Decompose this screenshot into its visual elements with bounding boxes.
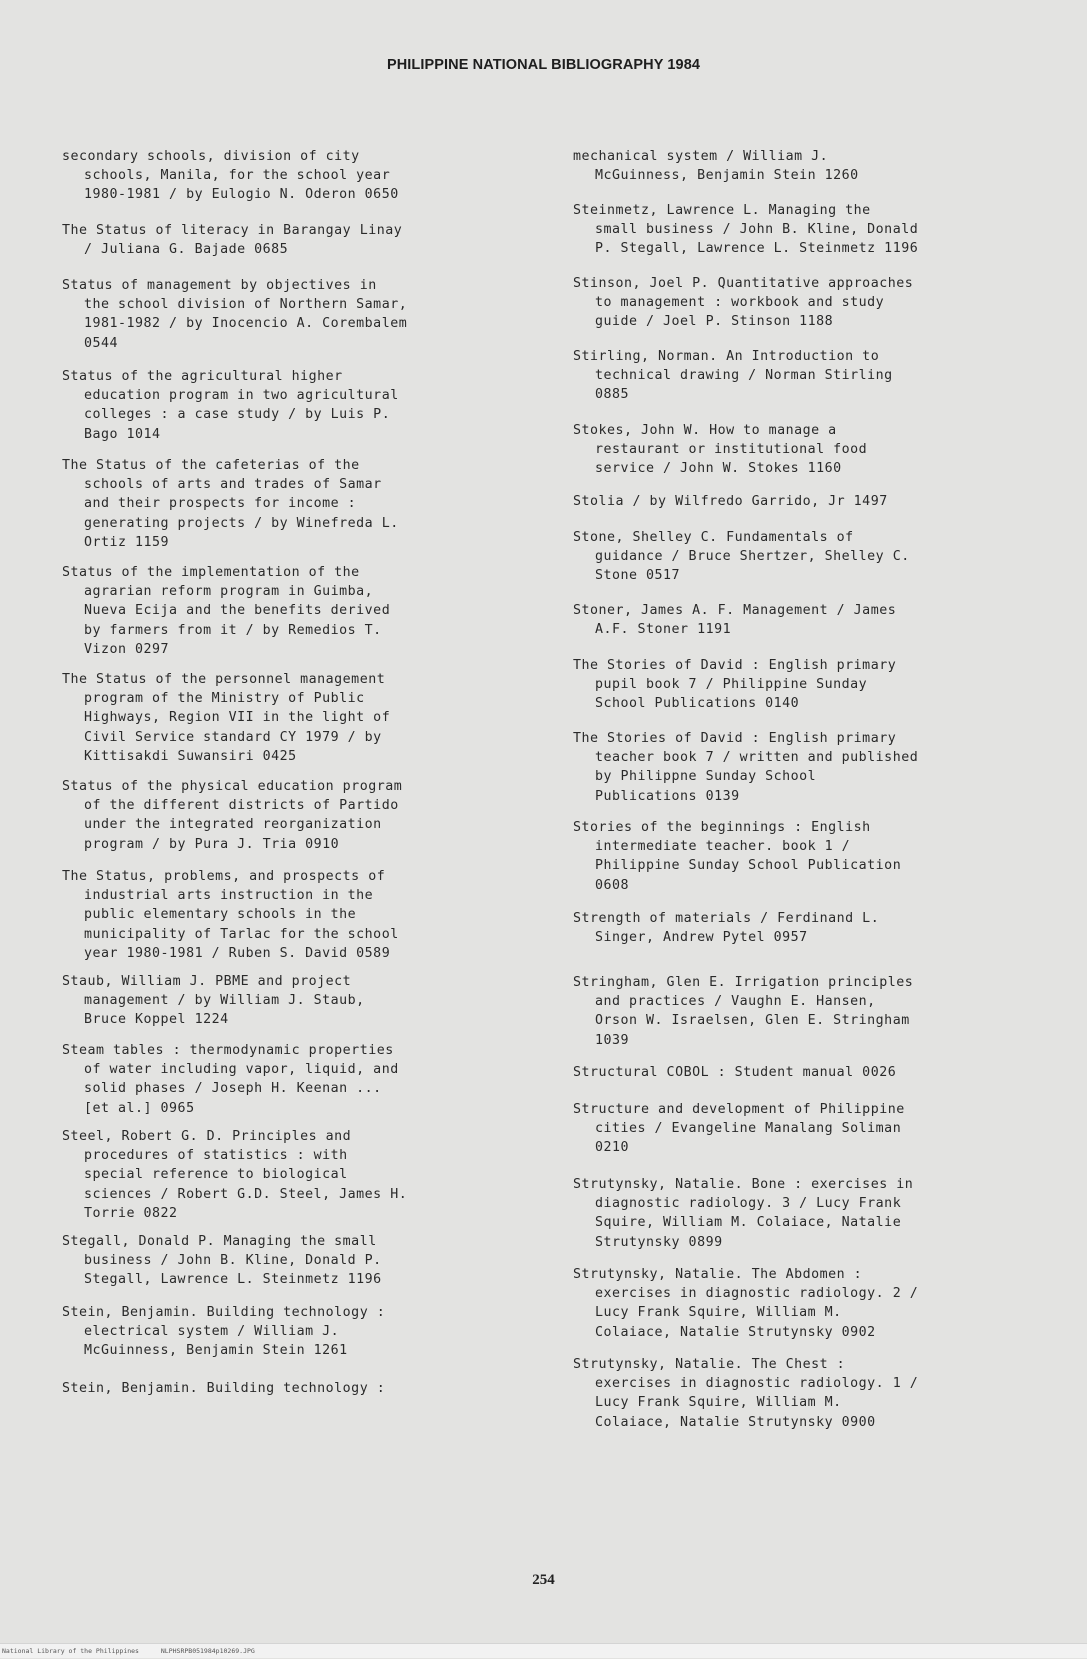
bibliography-entry: Stein, Benjamin. Building technology : electrical system / William J. McGuinness, Benjamin Stein 1261: [62, 1305, 386, 1359]
bibliography-entry: Strength of materials / Ferdinand L. Singer, Andrew Pytel 0957: [573, 911, 880, 946]
bibliography-entry: The Status of the cafeterias of the schools of arts and trades of Samar and their prospects for income : generating projects / by Winefreda L. Ortiz 1159: [62, 458, 399, 550]
bibliography-entry: Steam tables : thermodynamic properties of water including vapor, liquid, and solid phases / Joseph H. Keenan ... [et al.] 0965: [62, 1043, 399, 1116]
bibliography-entry: Stone, Shelley C. Fundamentals of guidance / Bruce Shertzer, Shelley C. Stone 0517: [573, 530, 910, 584]
bibliography-entry: Structural COBOL : Student manual 0026: [573, 1065, 897, 1080]
bibliography-entry: Stoner, James A. F. Management / James A.F. Stoner 1191: [573, 603, 897, 638]
bibliography-entry: Stories of the beginnings : English intermediate teacher. book 1 / Philippine Sunday School Publication 0608: [573, 820, 902, 893]
bibliography-entry: Stegall, Donald P. Managing the small business / John B. Kline, Donald P. Stegall, Lawrence L. Steinmetz 1196: [62, 1234, 382, 1288]
library-credit: National Library of the Philippines: [2, 1647, 139, 1655]
page-title: PHILIPPINE NATIONAL BIBLIOGRAPHY 1984: [386, 57, 701, 73]
bibliography-entry: Strutynsky, Natalie. Bone : exercises in diagnostic radiology. 3 / Lucy Frank Squire, William M. Colaiace, Natalie Strutynsky 0899: [573, 1177, 914, 1250]
page-number: 254: [532, 1572, 555, 1588]
bibliography-entry: Structure and development of Philippine cities / Evangeline Manalang Soliman 0210: [573, 1102, 905, 1156]
bibliography-entry: mechanical system / William J. McGuinness, Benjamin Stein 1260: [573, 149, 859, 184]
scan-footer: [0, 1643, 1087, 1658]
bibliography-entry: Stirling, Norman. An Introduction to technical drawing / Norman Stirling 0885: [573, 349, 893, 403]
bibliography-entry: The Stories of David : English primary pupil book 7 / Philippine Sunday School Publications 0140: [573, 658, 897, 712]
bibliography-entry: The Status, problems, and prospects of industrial arts instruction in the public elementary schools in the municipality of Tarlac for the school year 1980-1981 / Ruben S. David 0589: [62, 869, 399, 961]
bibliography-entry: Status of the physical education program of the different districts of Partido under the integrated reorganization program / by Pura J. Tria 0910: [62, 779, 403, 852]
bibliography-entry: Strutynsky, Natalie. The Abdomen : exercises in diagnostic radiology. 2 / Lucy Frank Squire, William M. Colaiace, Natalie Strutynsky 0902: [573, 1267, 919, 1340]
bibliography-entry: Status of the agricultural higher education program in two agricultural colleges : a case study / by Luis P. Bago 1014: [62, 369, 399, 442]
bibliography-entry: Stolia / by Wilfredo Garrido, Jr 1497: [573, 494, 888, 509]
bibliography-entry: secondary schools, division of city schools, Manila, for the school year 1980-1981 / by Eulogio N. Oderon 0650: [62, 149, 399, 203]
bibliography-entry: The Stories of David : English primary teacher book 7 / written and published by Philippne Sunday School Publications 0139: [573, 731, 919, 804]
bibliography-entry: Steel, Robert G. D. Principles and procedures of statistics : with special reference to biological sciences / Robert G.D. Steel, James H. Torrie 0822: [62, 1129, 408, 1221]
bibliography-entry: Staub, William J. PBME and project management / by William J. Staub, Bruce Koppel 1224: [62, 974, 365, 1028]
bibliography-entry: The Status of the personnel management program of the Ministry of Public Highways, Region VII in the light of Civil Service standard CY 1979 / by Kittisakdi Suwansiri 0425: [62, 672, 391, 764]
bibliography-entry: Stein, Benjamin. Building technology :: [62, 1381, 386, 1396]
bibliography-entry: Status of management by objectives in the school division of Northern Samar, 1981-1982 / by Inocencio A. Corembalem 0544: [62, 278, 408, 351]
bibliography-entry: Strutynsky, Natalie. The Chest : exercises in diagnostic radiology. 1 / Lucy Frank Squire, William M. Colaiace, Natalie Strutynsky 0900: [573, 1357, 919, 1430]
bibliography-entry: The Status of literacy in Barangay Linay / Juliana G. Bajade 0685: [62, 223, 403, 258]
file-name: NLPHSRPB051984p10269.JPG: [160, 1647, 255, 1655]
bibliography-entry: Steinmetz, Lawrence L. Managing the small business / John B. Kline, Donald P. Stegall, Lawrence L. Steinmetz 1196: [573, 203, 919, 257]
bibliography-entry: Stinson, Joel P. Quantitative approaches to management : workbook and study guide / Joel P. Stinson 1188: [573, 276, 914, 330]
bibliography-entry: Status of the implementation of the agrarian reform program in Guimba, Nueva Ecija and the benefits derived by farmers from it / by Remedios T. Vizon 0297: [62, 565, 391, 657]
bibliography-entry: Stokes, John W. How to manage a restaurant or institutional food service / John W. Stokes 1160: [573, 423, 868, 477]
bibliography-entry: Stringham, Glen E. Irrigation principles and practices / Vaughn E. Hansen, Orson W. Israelsen, Glen E. Stringham 1039: [573, 975, 914, 1048]
